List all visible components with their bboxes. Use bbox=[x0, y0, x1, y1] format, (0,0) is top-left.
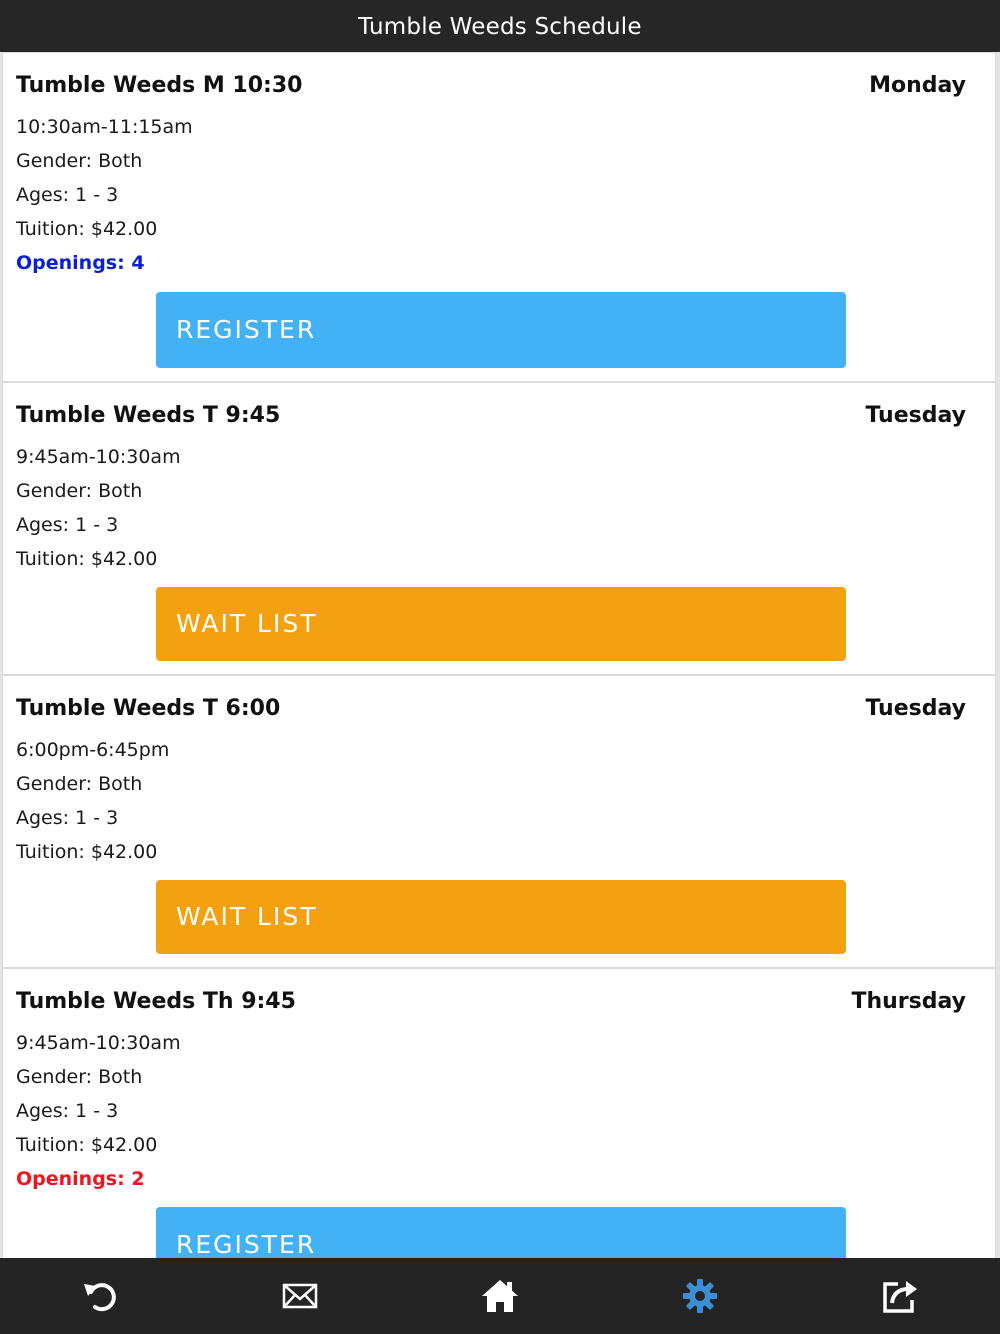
class-time: 9:45am-10:30am bbox=[16, 1032, 181, 1054]
class-day: Thursday bbox=[851, 989, 966, 1014]
share-icon bbox=[880, 1276, 920, 1316]
home-icon bbox=[480, 1276, 520, 1316]
tab-mail[interactable] bbox=[200, 1258, 400, 1334]
class-card bbox=[2, 52, 996, 382]
class-ages: Ages: 1 - 3 bbox=[16, 514, 119, 536]
class-day: Tuesday bbox=[865, 403, 966, 428]
class-day: Monday bbox=[869, 73, 966, 98]
class-tuition: Tuition: $42.00 bbox=[16, 1134, 158, 1156]
class-title: Tumble Weeds T 9:45 bbox=[16, 403, 281, 428]
bottom-toolbar bbox=[0, 1258, 1000, 1334]
wait-list-button[interactable]: WAIT LIST bbox=[156, 880, 846, 954]
class-tuition: Tuition: $42.00 bbox=[16, 841, 158, 863]
gear-icon bbox=[680, 1276, 720, 1316]
class-day: Tuesday bbox=[865, 696, 966, 721]
class-gender: Gender: Both bbox=[16, 150, 143, 172]
class-tuition: Tuition: $42.00 bbox=[16, 218, 158, 240]
class-time: 6:00pm-6:45pm bbox=[16, 739, 170, 761]
register-button[interactable]: REGISTER bbox=[156, 292, 846, 368]
class-gender: Gender: Both bbox=[16, 480, 143, 502]
class-gender: Gender: Both bbox=[16, 1066, 143, 1088]
tab-share[interactable] bbox=[800, 1258, 1000, 1334]
class-gender: Gender: Both bbox=[16, 773, 143, 795]
undo-icon bbox=[80, 1276, 120, 1316]
class-ages: Ages: 1 - 3 bbox=[16, 807, 119, 829]
tab-home[interactable] bbox=[400, 1258, 600, 1334]
mail-icon bbox=[280, 1276, 320, 1316]
class-openings: Openings: 2 bbox=[16, 1168, 145, 1190]
class-card bbox=[2, 382, 996, 675]
class-card bbox=[2, 675, 996, 968]
tab-settings[interactable] bbox=[600, 1258, 800, 1334]
class-ages: Ages: 1 - 3 bbox=[16, 1100, 119, 1122]
page-title: Tumble Weeds Schedule bbox=[358, 14, 642, 40]
register-button[interactable]: REGISTER bbox=[156, 1207, 846, 1258]
class-time: 10:30am-11:15am bbox=[16, 116, 193, 138]
tab-undo[interactable] bbox=[0, 1258, 200, 1334]
class-time: 9:45am-10:30am bbox=[16, 446, 181, 468]
class-title: Tumble Weeds T 6:00 bbox=[16, 696, 281, 721]
class-list[interactable] bbox=[0, 52, 1000, 1258]
class-title: Tumble Weeds Th 9:45 bbox=[16, 989, 296, 1014]
wait-list-button[interactable]: WAIT LIST bbox=[156, 587, 846, 661]
class-ages: Ages: 1 - 3 bbox=[16, 184, 119, 206]
class-card bbox=[2, 968, 996, 1258]
class-title: Tumble Weeds M 10:30 bbox=[16, 73, 303, 98]
class-tuition: Tuition: $42.00 bbox=[16, 548, 158, 570]
header-bar bbox=[0, 0, 1000, 52]
class-openings: Openings: 4 bbox=[16, 252, 145, 274]
